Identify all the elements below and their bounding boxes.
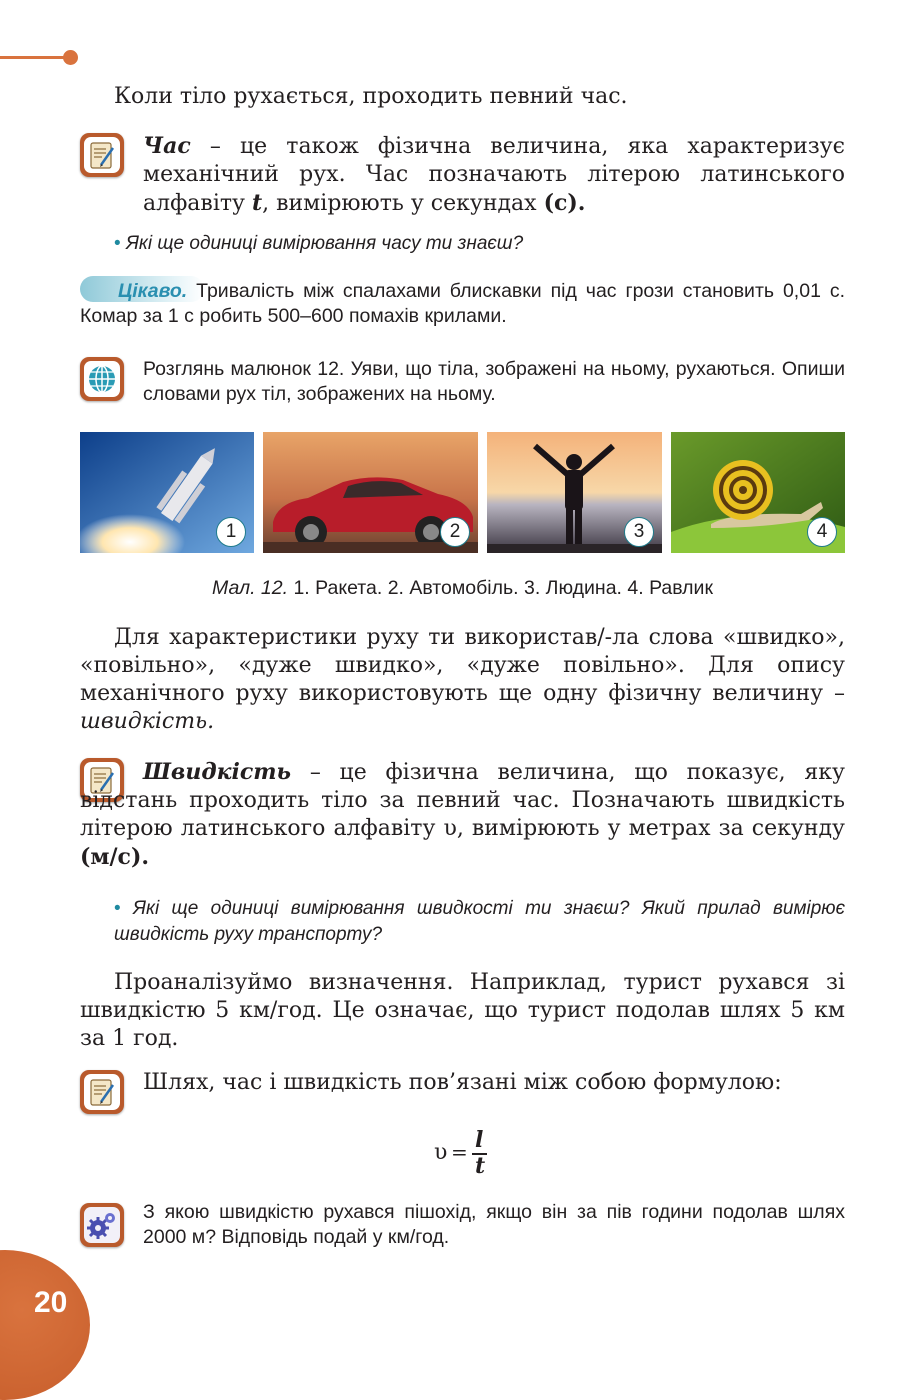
page-corner — [0, 1250, 90, 1400]
photo-person — [487, 432, 662, 553]
task-icon — [80, 357, 124, 401]
speed-term: Швидкість — [143, 759, 292, 785]
speed-def-text: – це фізична величина, що показує, яку відстань проходить тіло за певний час. Позначають швидкість літерою латинського алфавіту υ, вимірюють у метрах за секунду — [80, 760, 845, 841]
photo-rocket — [80, 432, 254, 553]
bullet-dot: • — [114, 898, 121, 919]
problem-text: З якою швидкістю рухався пішохід, якщо він за пів години подолав шлях 2000 м? Відповідь подай у км/год. — [143, 1201, 845, 1248]
photo-car — [263, 432, 478, 553]
formula-eq: = — [451, 1140, 468, 1164]
interesting-text: Тривалість між спалахами блискавки під час грози становить 0,01 с. Комар за 1 с робить 500–600 помахів крилами. — [80, 280, 845, 327]
caption-text: 1. Ракета. 2. Автомобіль. 3. Людина. 4. Равлик — [288, 577, 713, 599]
photo-number: 1 — [216, 517, 246, 547]
top-decor-dot — [63, 50, 78, 65]
photo-number: 3 — [624, 517, 654, 547]
formula-denominator: t — [475, 1153, 486, 1179]
speed-intro-text: Для характеристики руху ти використав/-ла слова «швидко», «повільно», «дуже швидко», «дуже повільно». Для опису механічного руху використовують ще одну фізичну величину – — [80, 625, 845, 706]
speed-definition — [80, 758, 845, 872]
interesting-label: Цікаво. — [118, 280, 188, 302]
bullet-dot: • — [114, 233, 121, 254]
question-speed-units — [114, 896, 845, 948]
interesting-fact — [80, 279, 845, 329]
question-time-units — [114, 231, 845, 257]
formula-numerator: l — [475, 1127, 484, 1153]
time-term: Час — [143, 133, 191, 159]
notepad-icon — [84, 1074, 120, 1110]
question-text: Які ще одиниці вимірювання швидкості ти знаєш? Який прилад вимірює швидкість руху транспорту? — [114, 898, 845, 945]
time-symbol: t — [251, 190, 263, 216]
definition-icon — [80, 133, 124, 177]
notepad-icon — [84, 137, 120, 173]
time-def-text-b: , вимірюють у секундах — [262, 191, 544, 216]
speed-intro-paragraph — [80, 624, 845, 736]
top-decor-line — [0, 56, 66, 59]
speed-unit: (м/с). — [80, 844, 150, 870]
time-def-text: – це також фізична величина, яка характеризує механічний рух. Час позначають літерою латинського алфавіту — [143, 134, 845, 216]
photo-number: 2 — [440, 517, 470, 547]
analysis-paragraph: Проаналізуймо визначення. Наприклад, турист рухався зі швидкістю 5 км/год. Це означає, що турист подолав шлях 5 км за 1 год. — [80, 970, 845, 1051]
time-unit: (с). — [543, 190, 586, 216]
speed-formula — [434, 1127, 494, 1179]
time-definition — [143, 132, 845, 218]
speed-intro-term: швидкість. — [80, 709, 215, 734]
photo-number: 4 — [807, 517, 837, 547]
caption-label: Мал. 12. — [212, 577, 289, 599]
question-text: Які ще одиниці вимірювання часу ти знаєш? — [125, 233, 524, 254]
page-number: 20 — [34, 1286, 68, 1319]
intro-paragraph: Коли тіло рухається, проходить певний час. — [114, 84, 628, 109]
globe-icon — [84, 361, 120, 397]
figure-caption — [80, 576, 845, 601]
gears-icon — [84, 1207, 120, 1243]
definition-icon — [80, 1070, 124, 1114]
photo-snail — [671, 432, 845, 553]
formula-intro: Шлях, час і швидкість пов’язані між собою формулою: — [143, 1070, 782, 1095]
problem-icon — [80, 1203, 124, 1247]
formula-lhs: υ — [434, 1140, 448, 1165]
task-look-text: Розглянь малюнок 12. Уяви, що тіла, зображені на ньому, рухаються. Опиши словами рух тіл, зображених на ньому. — [143, 358, 845, 405]
